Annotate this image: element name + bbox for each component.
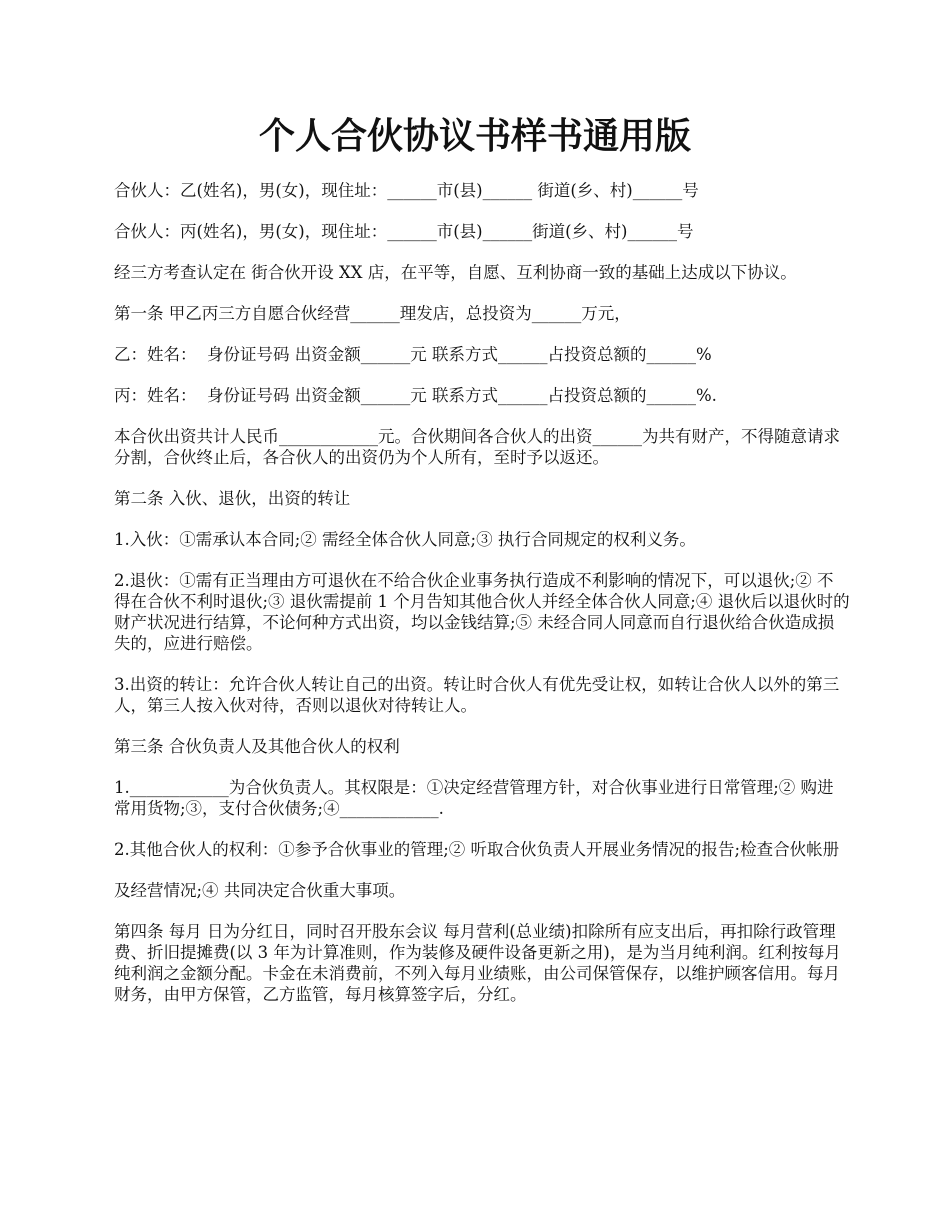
paragraph-article-4: 第四条 每月 日为分红日，同时召开股东会议 每月营利(总业绩)扣除所有应支出后，再扣除行政管理费、折旧提摊费(以 3 年为计算准则，作为装修及硬件设备更新之用)，是为当月纯利润。红利按每月纯利润之金额分配。卡金在未消费前，不列入每月业绩账，由公司保管保存，以维护顾客信用。每月财务，由甲方保管，乙方监管，每月核算签字后，分红。: [114, 922, 841, 1004]
paragraph-preamble: 经三方考查认定在 街合伙开设 XX 店，在平等，自愿、互利协商一致的基础上达成以下协议。: [114, 263, 797, 282]
paragraph-article-3-heading: 第三条 合伙负责人及其他合伙人的权利: [114, 737, 400, 756]
paragraph-partner-c: 合伙人：丙(姓名)，男(女)，现住址：______市(县)______街道(乡、村)______号: [114, 222, 694, 241]
document-title: 个人合伙协议书样书通用版: [258, 115, 691, 157]
paragraph-capital-transfer: 3.出资的转让：允许合伙人转让自己的出资。转让时合伙人有优先受让权，如转让合伙人以外的第三人，第三人按入伙对待，否则以退伙对待转让人。: [114, 675, 840, 715]
paragraph-rights-continued: 及经营情况;④ 共同决定合伙重大事项。: [114, 881, 406, 900]
paragraph-total-capital: 本合伙出资共计人民币____________元。合伙期间各合伙人的出资______为共有财产，不得随意请求分割，合伙终止后，各合伙人的出资仍为个人所有，至时予以返还。: [114, 427, 840, 467]
paragraph-joining: 1.入伙：①需承认本合同;② 需经全体合伙人同意;③ 执行合同规定的权利义务。: [114, 530, 696, 549]
document-body: [114, 180, 850, 1025]
paragraph-other-partner-rights: 2.其他合伙人的权利：①参予合伙事业的管理;② 听取合伙负责人开展业务情况的报告;检查合伙帐册: [114, 840, 840, 859]
paragraph-article-1: 第一条 甲乙丙三方自愿合伙经营______理发店，总投资为______万元，: [114, 304, 631, 323]
paragraph-responsible-partner: 1.____________为合伙负责人。其权限是：①决定经营管理方针，对合伙事业进行日常管理;② 购进常用货物;③，支付合伙债务;④____________.: [114, 778, 834, 818]
paragraph-partner-b: 合伙人：乙(姓名)，男(女)，现住址：______市(县)______ 街道(乡、村)______号: [114, 181, 699, 200]
paragraph-partner-c-investment: 丙：姓名： 身份证号码 出资金额______元 联系方式______占投资总额的______%.: [114, 386, 717, 405]
paragraph-withdrawal: 2.退伙：①需有正当理由方可退伙在不给合伙企业事务执行造成不利影响的情况下，可以退伙;② 不得在合伙不利时退伙;③ 退伙需提前 1 个月告知其他合伙人并经全体合伙人同意;④ 退伙后以退伙时的财产状况进行结算，不论何种方式出资，均以金钱结算;⑤ 未经合同人同意而自行退伙给合伙造成损失的，应进行赔偿。: [114, 571, 850, 653]
paragraph-partner-b-investment: 乙：姓名： 身份证号码 出资金额______元 联系方式______占投资总额的______%: [114, 345, 712, 364]
paragraph-article-2-heading: 第二条 入伙、退伙，出资的转让: [114, 489, 351, 508]
